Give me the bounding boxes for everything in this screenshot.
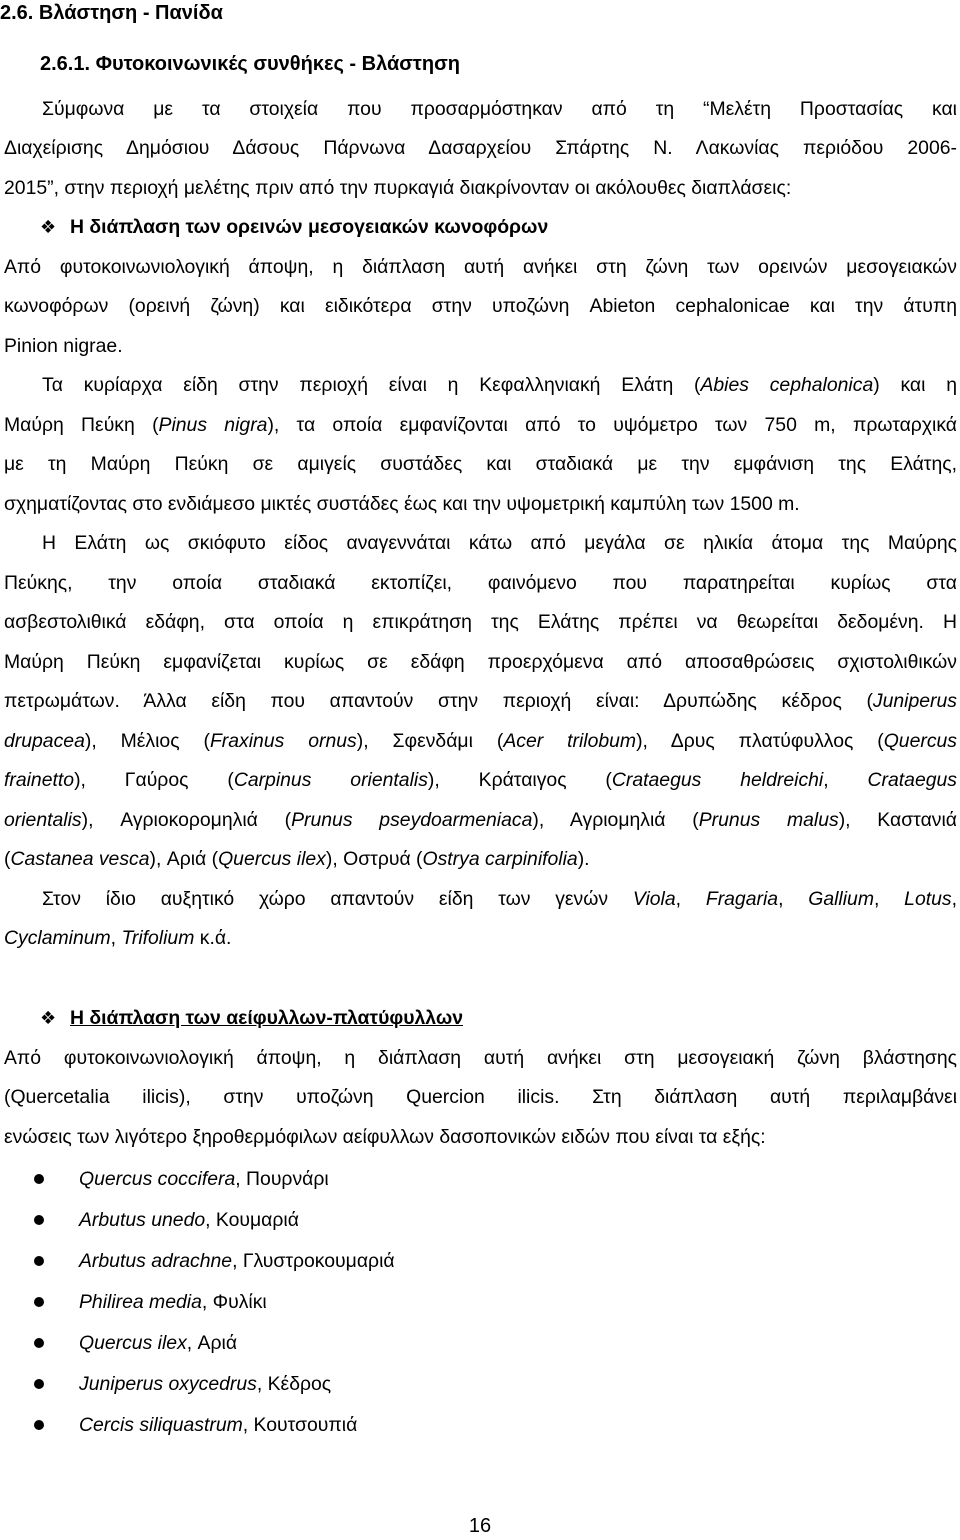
bullet-icon xyxy=(34,1256,44,1266)
conifers-p3-line-2: Πεύκης, την οποία σταδιακά εκτοπίζει, φαινόμενο που παρατηρείται κυρίως στα xyxy=(4,572,957,594)
conifers-p1-line-2: κωνοφόρων (ορεινή ζώνη) και ειδικότερα στην υποζώνη Abieton cephalonicae και την άτυπη xyxy=(4,295,957,317)
diamond-bullet-icon: ❖ xyxy=(40,217,57,237)
diamond-bullet-icon: ❖ xyxy=(40,1008,57,1028)
list-item: Cercis siliquastrum, Κουτσουπιά xyxy=(79,1414,358,1436)
bullet-icon xyxy=(34,1338,44,1348)
conifers-p3-line-4: Μαύρη Πεύκη εμφανίζεται κυρίως σε εδάφη προερχόμενα από αποσαθρώσεις σχιστολιθικών xyxy=(4,651,957,673)
page-number: 16 xyxy=(468,1515,492,1537)
conifers-p1-line-3: Pinion nigrae. xyxy=(4,335,123,357)
conifers-p3-line-1: Η Ελάτη ως σκιόφυτο είδος αναγεννάται κάτω από μεγάλα σε ηλικία άτομα της Μαύρης xyxy=(42,532,957,554)
conifers-p3-line-6: drupacea), Μέλιος (Fraxinus ornus), Σφενδάμι (Acer trilobum), Δρυς πλατύφυλλος (Quercus xyxy=(4,730,958,752)
conifers-p2-line-4: σχηματίζοντας στο ενδιάμεσο μικτές συστάδες έως και την υψομετρική καμπύλη των 1500 m. xyxy=(4,493,800,515)
evergreen-p1-line-2: (Quercetalia ilicis), στην υποζώνη Quercion ilicis. Στη διάπλαση αυτή περιλαμβάνει xyxy=(4,1086,957,1108)
bullet-icon xyxy=(34,1174,44,1184)
list-item: Juniperus oxycedrus, Κέδρος xyxy=(79,1373,332,1395)
bullet-icon xyxy=(34,1297,44,1307)
species-name: Pinus nigra xyxy=(158,414,268,436)
section-conifers-title: ❖ Η διάπλαση των ορεινών μεσογειακών κωνοφόρων xyxy=(40,216,549,238)
conifers-p2-line-1: Τα κυρίαρχα είδη στην περιοχή είναι η Κεφαλληνιακή Ελάτη (Abies cephalonica) και η xyxy=(42,374,957,396)
intro-line-2: Διαχείρισης Δημόσιου Δάσους Πάρνωνα Δασαρχείου Σπάρτης Ν. Λακωνίας περιόδου 2006- xyxy=(4,137,957,159)
bullet-icon xyxy=(34,1379,44,1389)
list-item: Philirea media, Φυλίκι xyxy=(79,1291,267,1313)
species-name: Abies cephalonica xyxy=(700,374,874,396)
heading-2-6: 2.6. Βλάστηση - Πανίδα xyxy=(0,2,223,24)
conifers-p3-line-8: orientalis), Αγριοκορομηλιά (Prunus pseydoarmeniaca), Αγριομηλιά (Prunus malus), Καστανιά xyxy=(4,809,957,831)
conifers-p3-line-9: (Castanea vesca), Αριά (Quercus ilex), Οστρυά (Ostrya carpinifolia). xyxy=(4,848,590,870)
list-item: Quercus coccifera, Πουρνάρι xyxy=(79,1168,329,1190)
conifers-p3-line-7: frainetto), Γαύρος (Carpinus orientalis), Κράταιγος (Crataegus heldreichi, Crataegus xyxy=(4,769,957,791)
list-item: Arbutus adrachne, Γλυστροκουμαριά xyxy=(79,1250,395,1272)
conifers-p4-line-1: Στον ίδιο αυξητικό χώρο απαντούν είδη των γενών Viola, Fragaria, Gallium, Lotus, xyxy=(42,888,957,910)
bullet-icon xyxy=(34,1215,44,1225)
list-item: Arbutus unedo, Κουμαριά xyxy=(79,1209,299,1231)
conifers-p4-line-2: Cyclaminum, Trifolium κ.ά. xyxy=(4,927,232,949)
conifers-p2-line-2: Μαύρη Πεύκη (Pinus nigra), τα οποία εμφανίζονται από το υψόμετρο των 750 m, πρωταρχικά xyxy=(4,414,957,436)
heading-2-6-1: 2.6.1. Φυτοκοινωνικές συνθήκες - Βλάστηση xyxy=(40,53,460,75)
conifers-p3-line-5: πετρωμάτων. Άλλα είδη που απαντούν στην περιοχή είναι: Δρυπώδης κέδρος (Juniperus xyxy=(4,690,957,712)
evergreen-p1-line-3: ενώσεις των λιγότερο ξηροθερμόφιλων αείφυλλων δασοπονικών ειδών που είναι τα εξής: xyxy=(4,1126,766,1148)
conifers-p2-line-3: με τη Μαύρη Πεύκη σε αμιγείς συστάδες και σταδιακά με την εμφάνιση της Ελάτης, xyxy=(4,453,957,475)
conifers-p1-line-1: Από φυτοκοινωνιολογική άποψη, η διάπλαση αυτή ανήκει στη ζώνη των ορεινών μεσογειακών xyxy=(4,256,957,278)
list-item: Quercus ilex, Αριά xyxy=(79,1332,238,1354)
conifers-p3-line-3: ασβεστολιθικά εδάφη, στα οποία η επικράτηση της Ελάτης πρέπει να θεωρείται δεδομένη. Η xyxy=(4,611,957,633)
intro-line-1: Σύμφωνα με τα στοιχεία που προσαρμόστηκαν από τη “Μελέτη Προστασίας και xyxy=(42,98,957,120)
evergreen-p1-line-1: Από φυτοκοινωνιολογική άποψη, η διάπλαση αυτή ανήκει στη μεσογειακή ζώνη βλάστησης xyxy=(4,1047,957,1069)
intro-line-3: 2015”, στην περιοχή μελέτης πριν από την πυρκαγιά διακρίνονταν οι ακόλουθες διαπλάσεις: xyxy=(4,177,792,199)
species-name: Juniperus xyxy=(872,690,957,712)
section-evergreen-title: ❖ Η διάπλαση των αείφυλλων-πλατύφυλλων xyxy=(40,1007,464,1029)
bullet-icon xyxy=(34,1420,44,1430)
